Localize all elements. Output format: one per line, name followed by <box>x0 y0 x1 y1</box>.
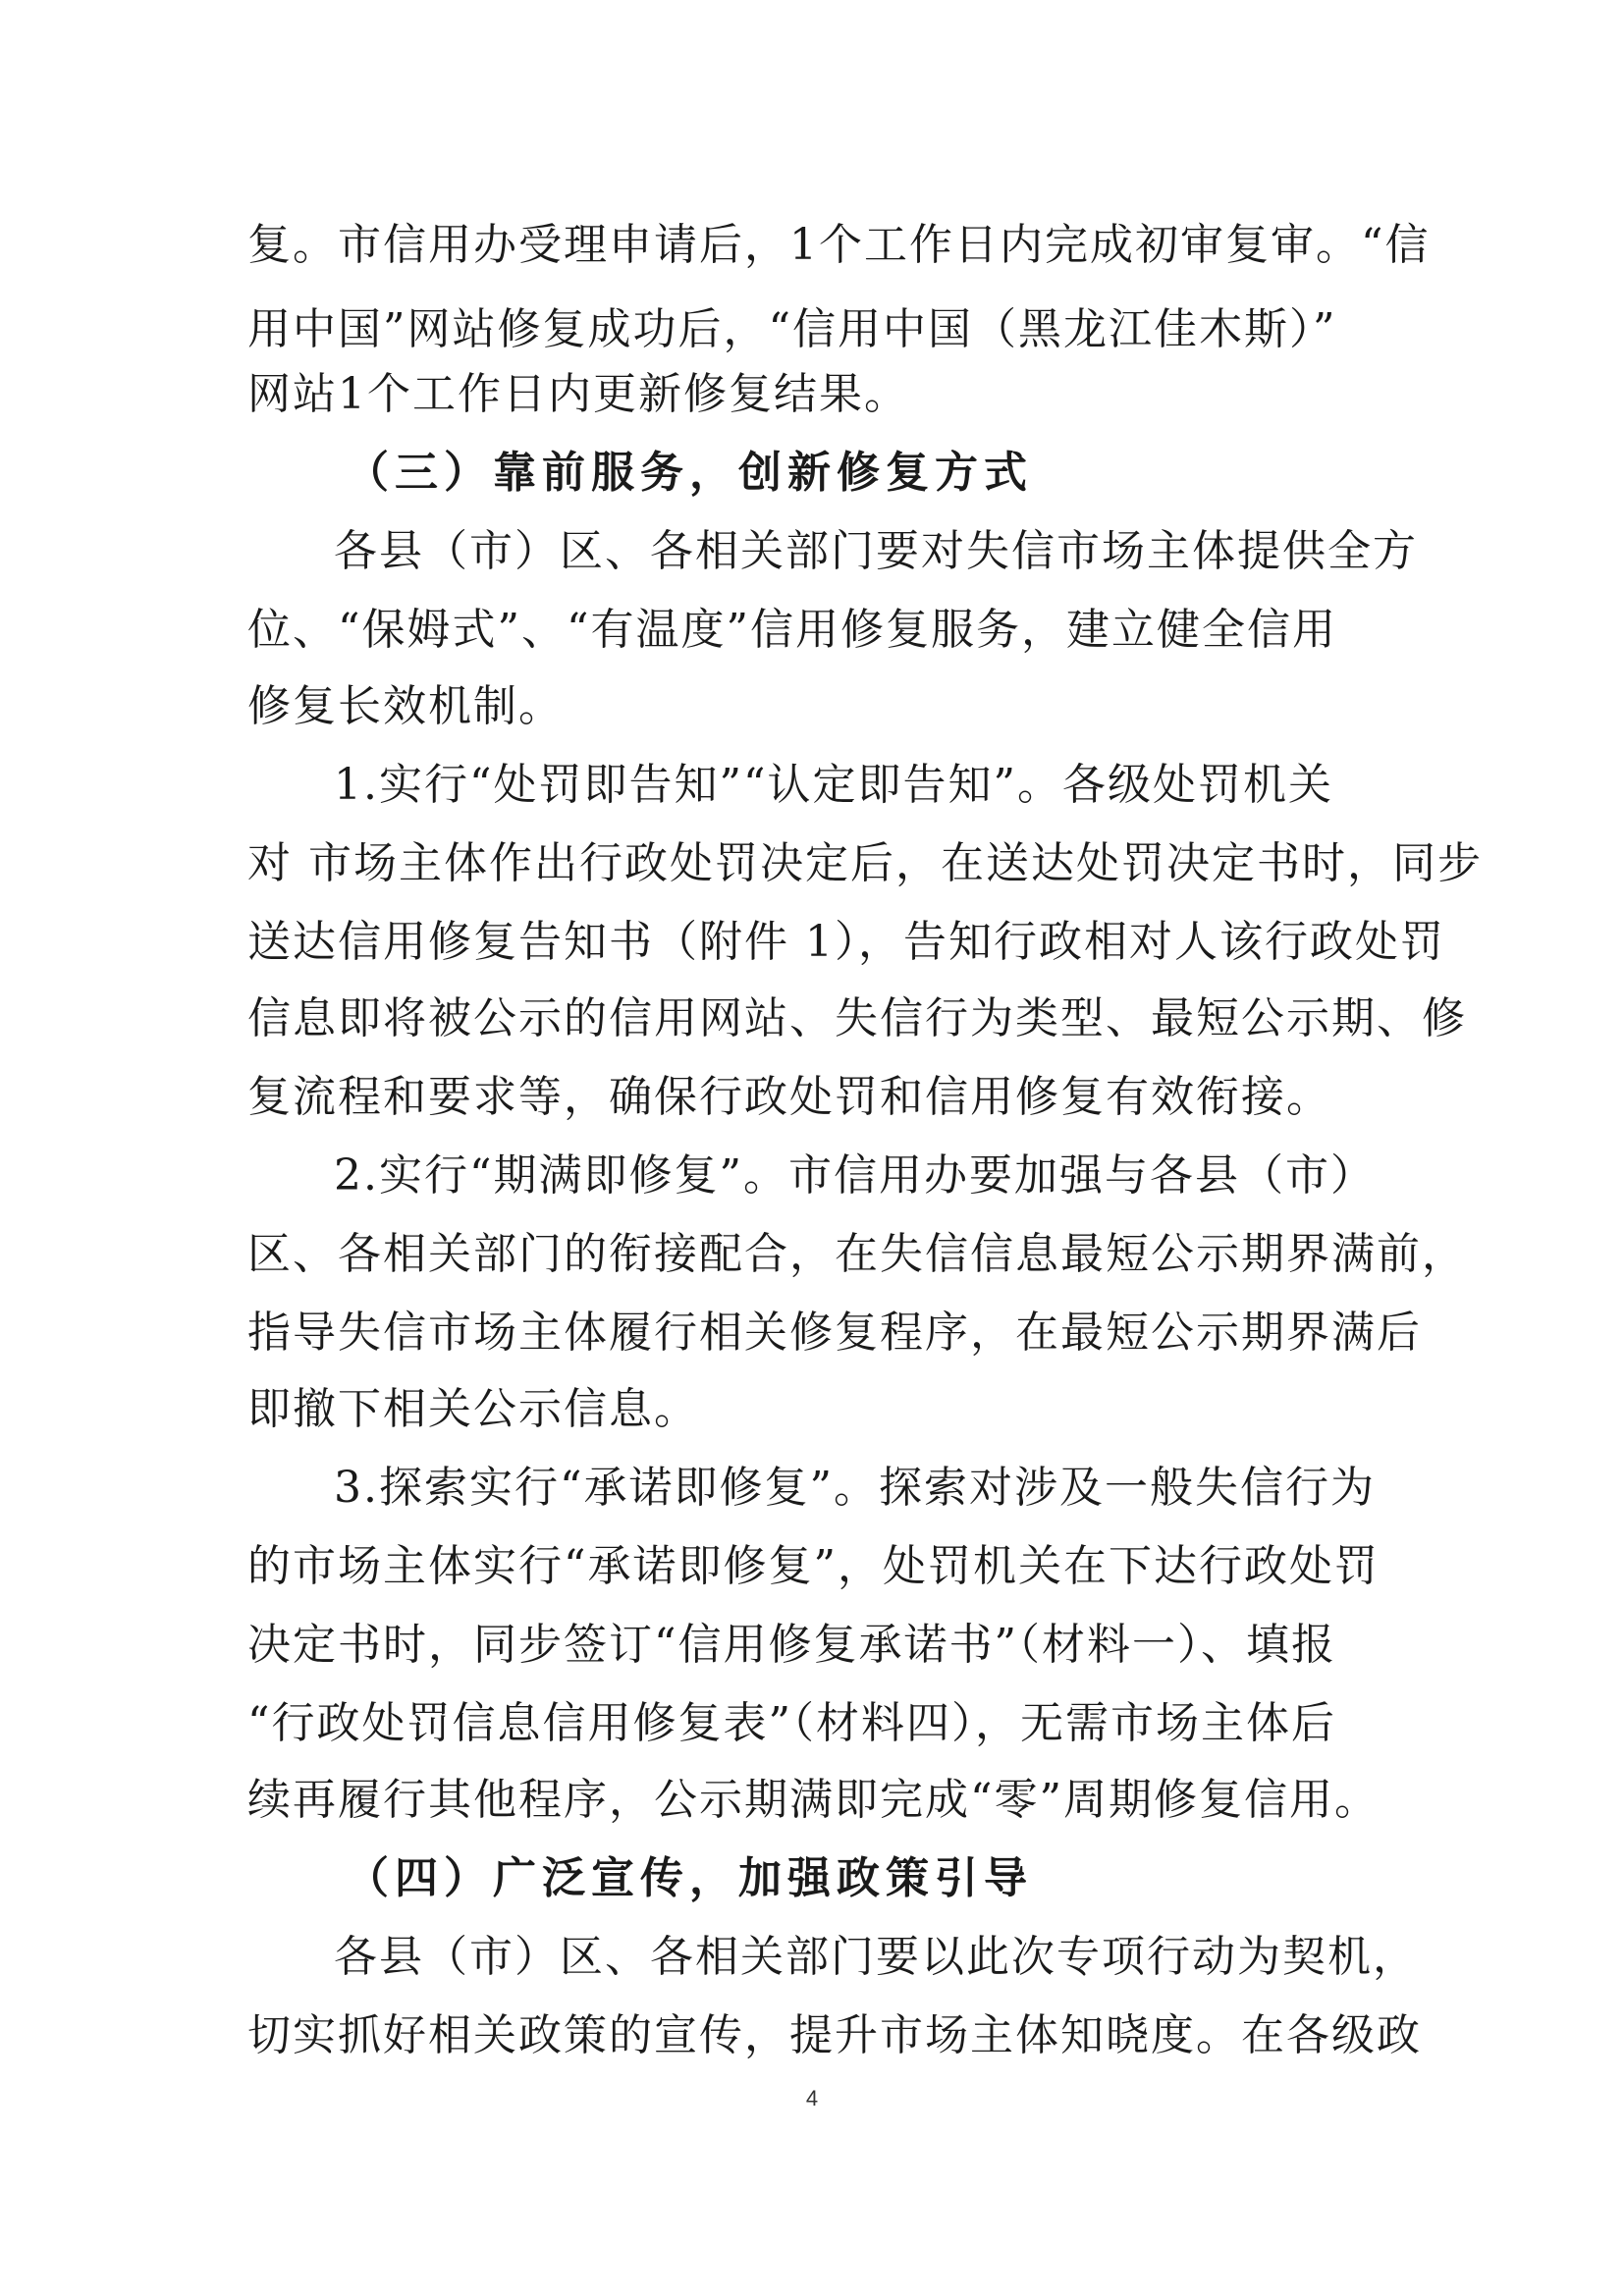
paragraph-line: 1.实行“处罚即告知”“认定即告知”。各级处罚机关 <box>334 760 1333 810</box>
paragraph-line: 的市场主体实行“承诺即修复”，处罚机关在下达行政处罚 <box>247 1541 1380 1591</box>
paragraph-line: 对 市场主体作出行政处罚决定后，在送达处罚决定书时，同步 <box>247 838 1483 888</box>
paragraph-line: 修复长效机制。 <box>247 681 564 731</box>
paragraph-line: 区、各相关部门的衔接配合，在失信信息最短公示期界满前， <box>247 1229 1467 1279</box>
page-number: 4 <box>805 2086 819 2110</box>
paragraph-line: 网站1个工作日内更新修复结果。 <box>247 369 909 419</box>
paragraph-line: 切实抓好相关政策的宣传，提升市场主体知晓度。在各级政 <box>247 2010 1422 2060</box>
paragraph-line: 3.探索实行“承诺即修复”。探索对涉及一般失信行为 <box>334 1463 1376 1513</box>
paragraph-line: 2.实行“期满即修复”。市信用办要加强与各县（市） <box>334 1150 1376 1201</box>
paragraph-line: 各县（市）区、各相关部门要以此次专项行动为契机， <box>334 1932 1418 1982</box>
paragraph-line: 复流程和要求等，确保行政处罚和信用修复有效衔接。 <box>247 1072 1331 1122</box>
section-heading: （三）靠前服务，创新修复方式 <box>346 448 1033 498</box>
section-heading: （四）广泛宣传，加强政策引导 <box>346 1853 1033 1903</box>
paragraph-line: 续再履行其他程序，公示期满即完成“零”周期修复信用。 <box>247 1775 1380 1825</box>
paragraph-line: 决定书时，同步签订“信用修复承诺书”（材料一）、填报 <box>247 1620 1336 1670</box>
paragraph-line: “行政处罚信息信用修复表”（材料四），无需市场主体后 <box>247 1698 1336 1748</box>
paragraph-line: 各县（市）区、各相关部门要对失信市场主体提供全方 <box>334 526 1418 576</box>
paragraph-line: 即撤下相关公示信息。 <box>247 1384 699 1434</box>
paragraph-line: 送达信用修复告知书（附件 1），告知行政相对人该行政处罚 <box>247 917 1445 967</box>
paragraph-line: 复。市信用办受理申请后，1个工作日内完成初审复审。“信 <box>247 220 1431 270</box>
paragraph-line: 位、“保姆式”、“有温度”信用修复服务，建立健全信用 <box>247 605 1337 655</box>
paragraph-line: 指导失信市场主体履行相关修复程序，在最短公示期界满后 <box>247 1308 1422 1358</box>
paragraph-line: 信息即将被公示的信用网站、失信行为类型、最短公示期、修 <box>247 993 1467 1043</box>
paragraph-line: 用中国”网站修复成功后，“信用中国（黑龙江佳木斯）” <box>247 304 1337 354</box>
